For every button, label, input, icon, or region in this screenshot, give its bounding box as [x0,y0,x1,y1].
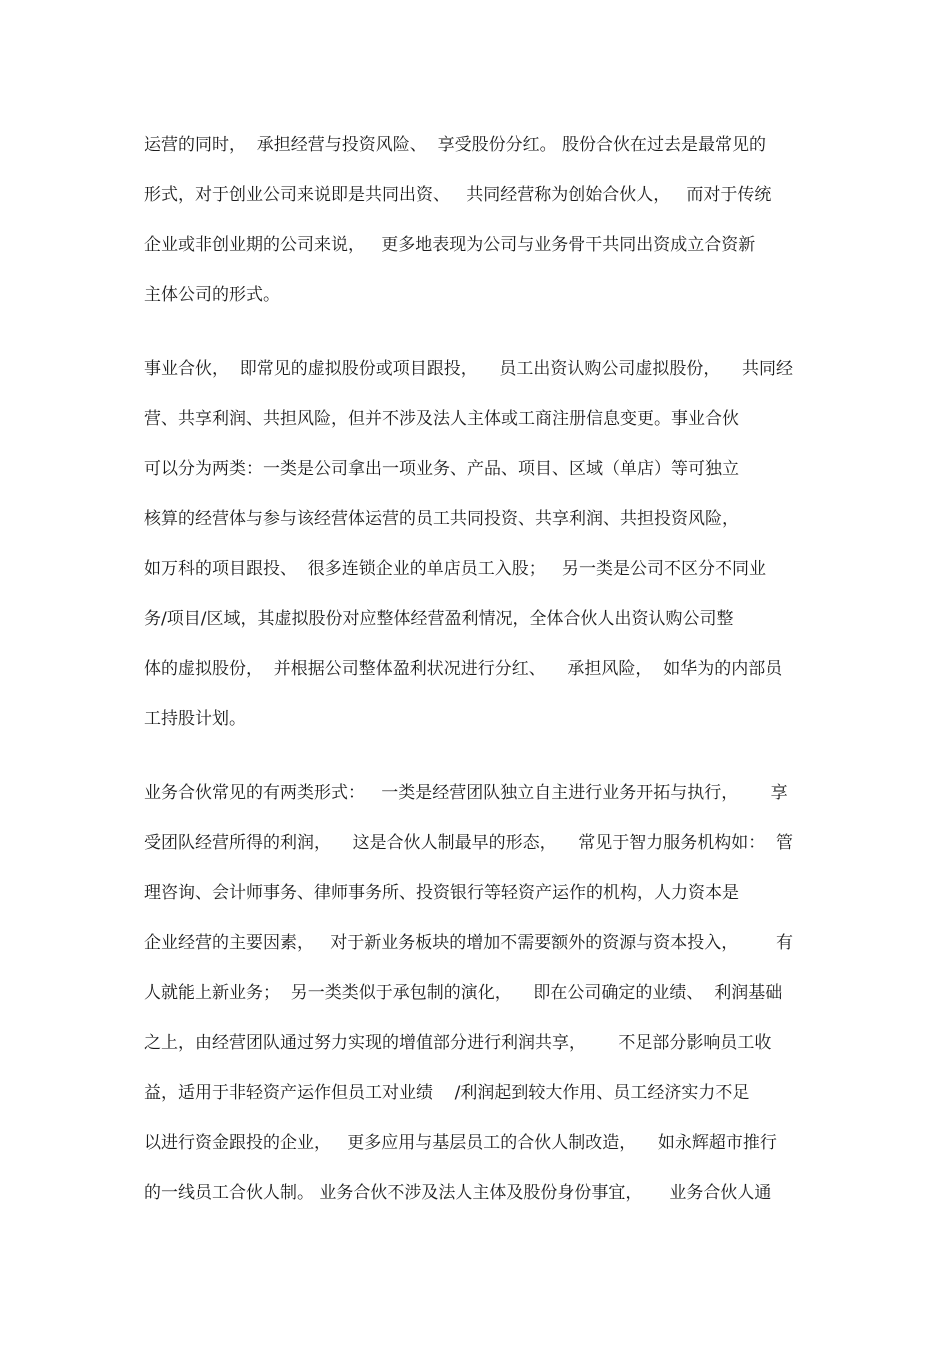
text-line: 工持股计划。 [144,709,246,729]
text-line: 形式，对于创业公司来说即是共同出资、 共同经营称为创始合伙人， 而对于传统 [144,185,772,205]
text-line: 运营的同时， 承担经营与投资风险、 享受股份分红。 股份合伙在过去是最常见的 [144,135,767,155]
text-line: 营、共享利润、共担风险，但并不涉及法人主体或工商注册信息变更。事业合伙 [144,409,739,429]
text-line: 业务合伙常见的有两类形式： 一类是经营团队独立自主进行业务开拓与执行， 享 [144,783,788,803]
text-line: 企业经营的主要因素， 对于新业务板块的增加不需要额外的资源与资本投入， 有 [144,933,794,953]
text-line: 理咨询、会计师事务、律师事务所、投资银行等轻资产运作的机构，人力资本是 [144,883,739,903]
text-line: 主体公司的形式。 [144,285,280,305]
text-line: 事业合伙， 即常见的虚拟股份或项目跟投， 员工出资认购公司虚拟股份， 共同经 [144,359,794,379]
text-line: 之上，由经营团队通过努力实现的增值部分进行利润共享， 不足部分影响员工收 [144,1033,772,1053]
text-line: 以进行资金跟投的企业， 更多应用与基层员工的合伙人制改造， 如永辉超市推行 [144,1133,777,1153]
text-line: 如万科的项目跟投、 很多连锁企业的单店员工入股； 另一类是公司不区分不同业 [144,559,767,579]
text-line: 益，适用于非轻资产运作但员工对业绩 /利润起到较大作用、员工经济实力不足 [144,1083,750,1103]
text-line: 务/项目/区域，其虚拟股份对应整体经营盈利情况，全体合伙人出资认购公司整 [144,609,734,629]
text-line: 核算的经营体与参与该经营体运营的员工共同投资、共享利润、共担投资风险， [144,509,739,529]
text-line: 人就能上新业务； 另一类类似于承包制的演化， 即在公司确定的业绩、 利润基础 [144,983,783,1003]
text-line: 受团队经营所得的利润， 这是合伙人制最早的形态， 常见于智力服务机构如： 管 [144,833,794,853]
text-line: 企业或非创业期的公司来说， 更多地表现为公司与业务骨干共同出资成立合资新 [144,235,756,255]
text-line: 可以分为两类：一类是公司拿出一项业务、产品、项目、区域（单店）等可独立 [144,459,739,479]
text-line: 体的虚拟股份， 并根据公司整体盈利状况进行分红、 承担风险， 如华为的内部员 [144,659,783,679]
text-line: 的一线员工合伙人制。 业务合伙不涉及法人主体及股份身份事宜， 业务合伙人通 [144,1183,772,1203]
